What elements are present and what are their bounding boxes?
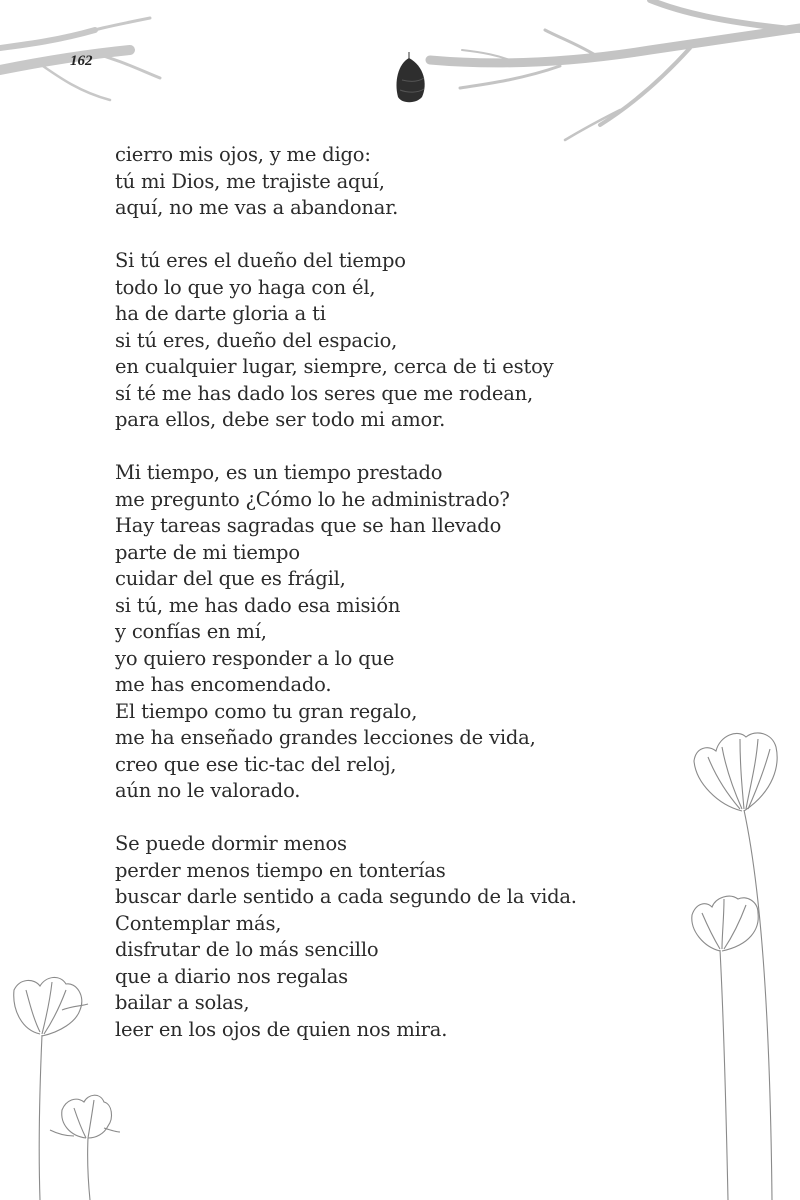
stanza bbox=[115, 460, 675, 805]
tree-branches-illustration bbox=[0, 0, 800, 150]
poem-line: perder menos tiempo en tonterías bbox=[115, 858, 446, 882]
poem-line: Hay tareas sagradas que se han llevado bbox=[115, 514, 502, 537]
left-flowers-illustration bbox=[0, 960, 140, 1200]
poem-line: y confías en mí, bbox=[115, 620, 267, 643]
page-number: 162 bbox=[70, 53, 93, 69]
flower-icon bbox=[694, 733, 777, 1200]
poem-line: cierro mis ojos, y me digo: bbox=[115, 143, 371, 166]
poem-line: si tú, me has dado esa misión bbox=[115, 593, 401, 617]
poem-line: bailar a solas, bbox=[115, 991, 250, 1014]
right-flowers-illustration bbox=[680, 725, 800, 1200]
poem-line: me has encomendado. bbox=[115, 673, 332, 696]
stanza bbox=[115, 831, 675, 1043]
poem-line: creo que ese tic-tac del reloj, bbox=[115, 752, 397, 776]
poem-line: todo lo que yo haga con él, bbox=[115, 275, 376, 299]
poem-line: ha de darte gloria a ti bbox=[115, 302, 326, 325]
right-branch-icon bbox=[430, 0, 800, 140]
poem-line: disfrutar de lo más sencillo bbox=[115, 938, 379, 961]
poem-line: Contemplar más, bbox=[115, 911, 282, 935]
poem-body bbox=[115, 142, 675, 1070]
poem-line: tú mi Dios, me trajiste aquí, bbox=[115, 169, 385, 193]
poem-line: leer en los ojos de quien nos mira. bbox=[115, 1017, 448, 1041]
flower-icon bbox=[14, 977, 88, 1200]
poem-line: aquí, no me vas a abandonar. bbox=[115, 196, 399, 219]
poem-line: aún no le valorado. bbox=[115, 779, 301, 802]
poem-line: Mi tiempo, es un tiempo prestado bbox=[115, 461, 443, 484]
poem-line: sí té me has dado los seres que me rodean, bbox=[115, 381, 534, 405]
poem-line: Si tú eres el dueño del tiempo bbox=[115, 249, 406, 272]
poem-line: que a diario nos regalas bbox=[115, 964, 348, 988]
poem-line: en cualquier lugar, siempre, cerca de ti estoy bbox=[115, 355, 554, 378]
poem-line: para ellos, debe ser todo mi amor. bbox=[115, 408, 446, 431]
flower-icon bbox=[692, 896, 758, 1200]
poem-line: parte de mi tiempo bbox=[115, 540, 300, 564]
poem-line: buscar darle sentido a cada segundo de la vida. bbox=[115, 885, 577, 908]
poem-line: Se puede dormir menos bbox=[115, 832, 347, 855]
poem-line: me ha enseñado grandes lecciones de vida, bbox=[115, 726, 536, 749]
poem-line: si tú eres, dueño del espacio, bbox=[115, 328, 398, 352]
poem-line: me pregunto ¿Cómo lo he administrado? bbox=[115, 487, 510, 511]
stanza bbox=[115, 142, 675, 222]
hanging-cocoon-icon bbox=[396, 52, 424, 102]
stanza bbox=[115, 248, 675, 434]
poem-line: yo quiero responder a lo que bbox=[115, 646, 395, 670]
flower-icon bbox=[50, 1095, 120, 1200]
poem-line: cuidar del que es frágil, bbox=[115, 567, 346, 590]
poem-line: El tiempo como tu gran regalo, bbox=[115, 699, 418, 723]
